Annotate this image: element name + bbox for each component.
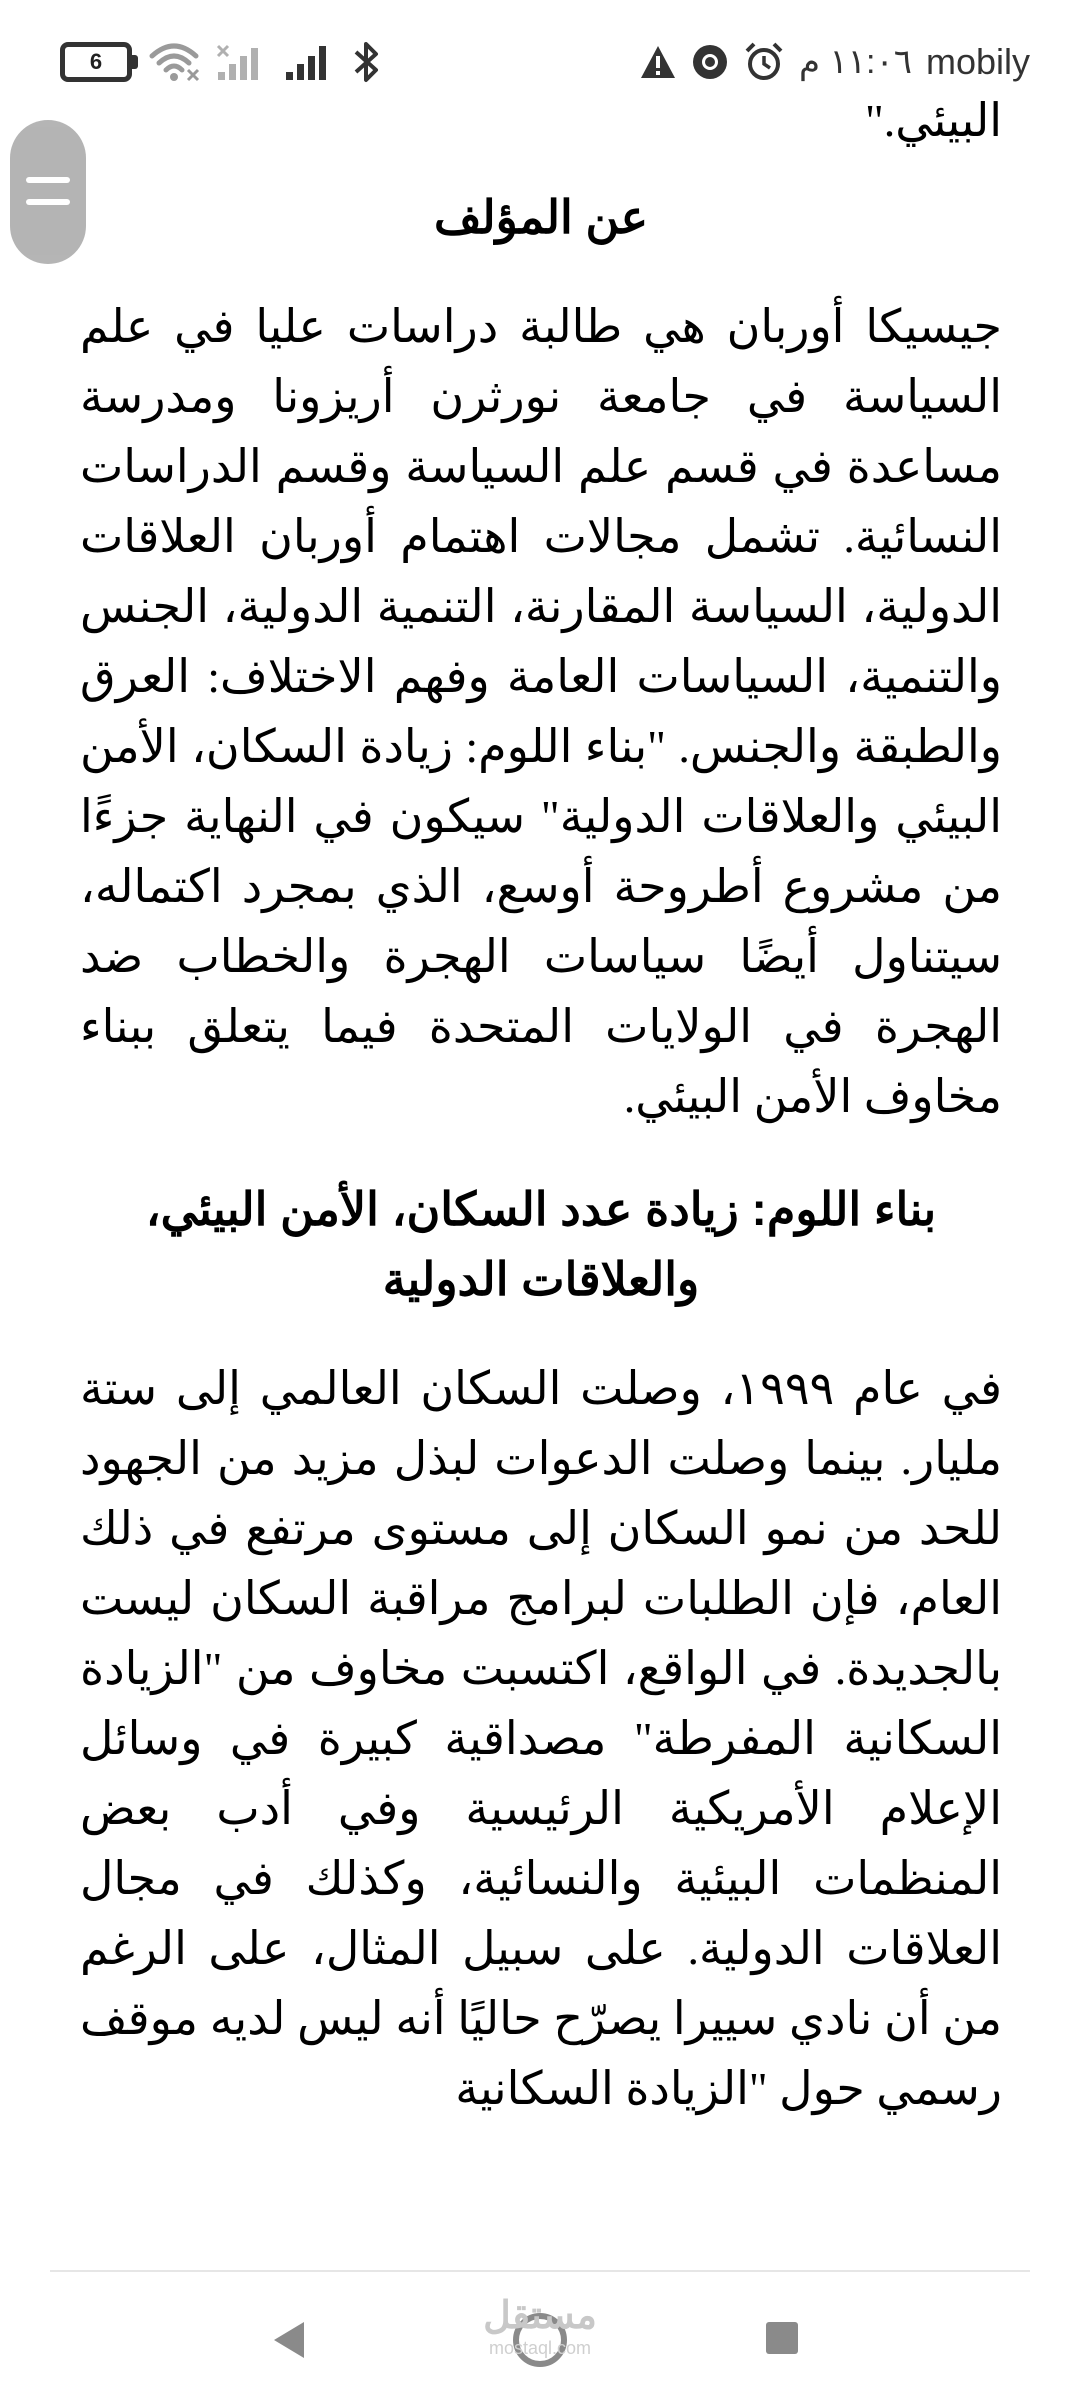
- top-text-fragment: البيئي.": [864, 95, 1002, 146]
- signal-icon: [216, 42, 268, 82]
- chrome-icon: [691, 43, 729, 81]
- recent-apps-icon[interactable]: [766, 2322, 798, 2354]
- status-bar-left: [60, 34, 382, 90]
- watermark: مستقل: [483, 2295, 597, 2337]
- section-title: بناء اللوم: زيادة عدد السكان، الأمن البيئي، والعلاقات الدولية: [145, 1183, 937, 1305]
- floating-menu-button[interactable]: [10, 120, 86, 264]
- status-bar-right: [639, 34, 1030, 90]
- watermark-url: mostaql.com: [488, 2338, 592, 2358]
- back-icon[interactable]: [268, 2318, 308, 2362]
- battery-icon: [60, 42, 132, 82]
- menu-icon: [26, 177, 70, 207]
- about-author-paragraph: جيسيكا أوربان هي طالبة دراسات عليا في علم السياسة في جامعة نورثرن أريزونا ومدرسة مساعدة في قسم علم السياسة وقسم الدراسات النسائية. تشمل مجالات اهتمام أوربان العلاقات الدولية، السياسة المقارنة، التنمية الدولية، الجنس والتنمية، السياسات العامة وفهم الاختلاف: العرق والطبقة والجنس. "بناء اللوم: زيادة السكان، الأمن البيئي والعلاقات الدولية" سيكون في النهاية جزءًا من مشروع أطروحة أوسع، الذي بمجرد اكتماله، سيتناول أيضًا سياسات الهجرة والخطاب ضد الهجرة في الولايات المتحدة فيما يتعلق ببناء مخاوف الأمن البيئي.: [80, 301, 1003, 1122]
- bluetooth-icon: [352, 40, 382, 84]
- carrier-name: mobily: [925, 41, 1030, 82]
- divider: [50, 2270, 1030, 2272]
- clock: ١١:٠٦ م: [798, 43, 912, 81]
- wifi-icon: [148, 42, 200, 82]
- signal-icon: [284, 42, 336, 82]
- battery-level: 6: [89, 49, 103, 74]
- reader-content: [80, 86, 1002, 2124]
- body-paragraph: في عام ١٩٩٩، وصلت السكان العالمي إلى ستة مليار. بينما وصلت الدعوات لبذل مزيد من الجهود للحد من نمو السكان إلى مستوى مرتفع في ذلك العام، فإن الطلبات لبرامج مراقبة السكان ليست بالجديدة. في الواقع، اكتسبت مخاوف من "الزيادة السكانية المفرطة" مصداقية كبيرة في وسائل الإعلام الأمريكية الرئيسية وفي أدب بعض المنظمات البيئية والنسائية، وكذلك في مجال العلاقات الدولية. على سبيل المثال، على الرغم من أن نادي سييرا يصرّح حاليًا أنه ليس لديه موقف رسمي حول "الزيادة السكانية: [80, 1363, 1002, 2114]
- alarm-icon: [743, 41, 785, 83]
- warning-icon: [639, 44, 677, 80]
- about-author-heading: عن المؤلف: [433, 191, 649, 243]
